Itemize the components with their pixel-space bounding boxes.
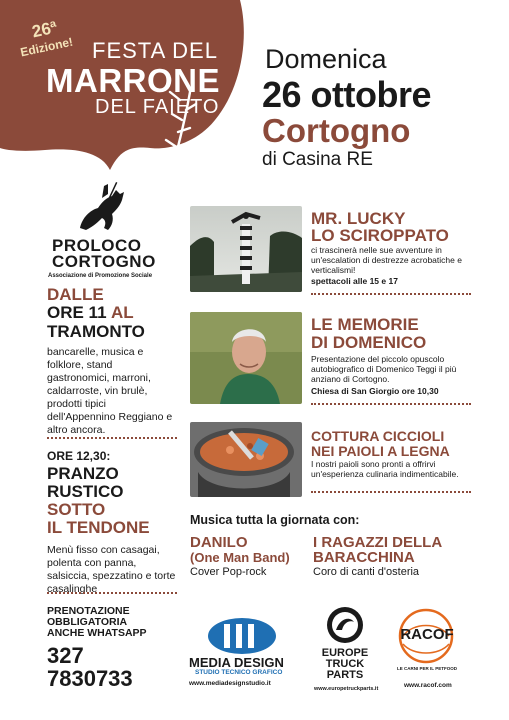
- racof-name: RACOF: [400, 626, 454, 643]
- schedule-description: bancarelle, musica e folklore, stand gastronomici, marroni, caldarroste, vin brulè, prodotti tipici dell'Appennino Reggiano e altro ancora.: [47, 346, 173, 436]
- europe-line2: TRUCK: [325, 658, 365, 670]
- europe-line1: EUROPE: [321, 647, 369, 659]
- divider: [47, 592, 177, 594]
- band-2-genre: Coro di canti d'osteria: [313, 566, 420, 578]
- event-place-sub: di Casina RE: [262, 149, 373, 170]
- band-1-genre: Cover Pop-rock: [190, 566, 267, 578]
- event-2-title-2: DI DOMENICO: [311, 333, 427, 352]
- booking-line2: OBBLIGATORIA: [47, 616, 128, 628]
- event-day: Domenica: [265, 44, 387, 74]
- divider: [311, 403, 471, 405]
- media-design-url: www.mediadesignstudio.it: [189, 680, 271, 687]
- event-2-title-1: LE MEMORIE: [311, 315, 419, 334]
- lunch-line1: PRANZO: [47, 464, 119, 483]
- event-1-title-1: MR. LUCKY: [311, 209, 406, 228]
- event-2-description: Presentazione del piccolo opuscolo autobiografico di Domenico Teggi il più anziano di Cortogno.: [311, 354, 457, 384]
- proloco-subtitle: Associazione di Promozione Sociale: [48, 273, 153, 279]
- event-1-title-2: LO SCIROPPATO: [311, 226, 449, 245]
- lunch-line2: RUSTICO: [47, 482, 124, 501]
- festival-title-line3: DEL FAIETO: [95, 96, 220, 118]
- event-1-note: spettacoli alle 15 e 17: [311, 276, 398, 286]
- event-place: Cortogno: [262, 112, 411, 149]
- lunch-menu: Menù fisso con casagai, polenta con panna, salsiccia, spezzatino e torte casalinghe: [47, 544, 176, 595]
- schedule-ore: ORE 11: [47, 303, 107, 322]
- festival-title-line2: MARRONE: [46, 62, 220, 99]
- festival-title-line1: FESTA DEL: [92, 38, 218, 63]
- lunch-line3: SOTTO: [47, 500, 106, 519]
- schedule-al: AL: [111, 303, 134, 322]
- domenico-photo: [190, 312, 302, 404]
- event-3-description: I nostri paioli sono pronti a offrirvi un'esperienza culinaria indimenticabile.: [311, 459, 459, 479]
- schedule-dalle: DALLE: [47, 285, 104, 304]
- divider: [47, 437, 177, 439]
- europe-line3: PARTS: [326, 669, 364, 681]
- racof-tagline: LE CARNI PER IL PETFOOD: [397, 666, 457, 671]
- divider: [311, 293, 471, 295]
- band-2-subname: BARACCHINA: [313, 549, 415, 566]
- media-design-sub: STUDIO TECNICO GRAFICO: [195, 669, 283, 676]
- event-2-note: Chiesa di San Giorgio ore 10,30: [311, 386, 439, 396]
- divider: [311, 491, 471, 493]
- media-design-name: MEDIA DESIGN: [189, 655, 284, 670]
- cooking-pot-photo: [190, 422, 302, 497]
- proloco-title-2: CORTOGNO: [52, 252, 156, 271]
- event-1-description: ci trascinerà nelle sue avventure in un'escalation di destrezze acrobatiche e verticalismi!: [311, 245, 462, 275]
- proloco-title: PROLOCO: [52, 236, 142, 255]
- booking-line1: PRENOTAZIONE: [47, 605, 130, 617]
- band-1-name: DANILO: [190, 534, 248, 551]
- music-heading: Musica tutta la giornata con:: [190, 513, 360, 527]
- booking-phone-1: 327: [47, 643, 84, 668]
- booking-line3: ANCHE WHATSAPP: [47, 627, 147, 639]
- band-1-subname: (One Man Band): [190, 550, 290, 565]
- event-date: 26 ottobre: [262, 74, 432, 115]
- band-2-name: I RAGAZZI DELLA: [313, 534, 443, 551]
- event-3-title-1: COTTURA CICCIOLI: [311, 428, 445, 444]
- media-design-logo-icon: [206, 616, 278, 656]
- lunch-time: ORE 12,30:: [47, 449, 111, 463]
- edition-number: 26ª: [30, 17, 59, 42]
- booking-phone-2: 7830733: [47, 666, 133, 691]
- europe-truck-parts-logo-icon: [326, 606, 364, 644]
- event-3-title-2: NEI PAIOLI A LEGNA: [311, 443, 450, 459]
- lunch-line4: IL TENDONE: [47, 518, 150, 537]
- edition-label: Edizione!: [19, 34, 75, 60]
- acrobat-photo: [190, 206, 302, 292]
- racof-url: www.racof.com: [404, 682, 452, 689]
- horse-rider-icon: [72, 180, 132, 235]
- schedule-tramonto: TRAMONTO: [47, 322, 145, 341]
- europe-url: www.europetruckparts.it: [314, 686, 379, 692]
